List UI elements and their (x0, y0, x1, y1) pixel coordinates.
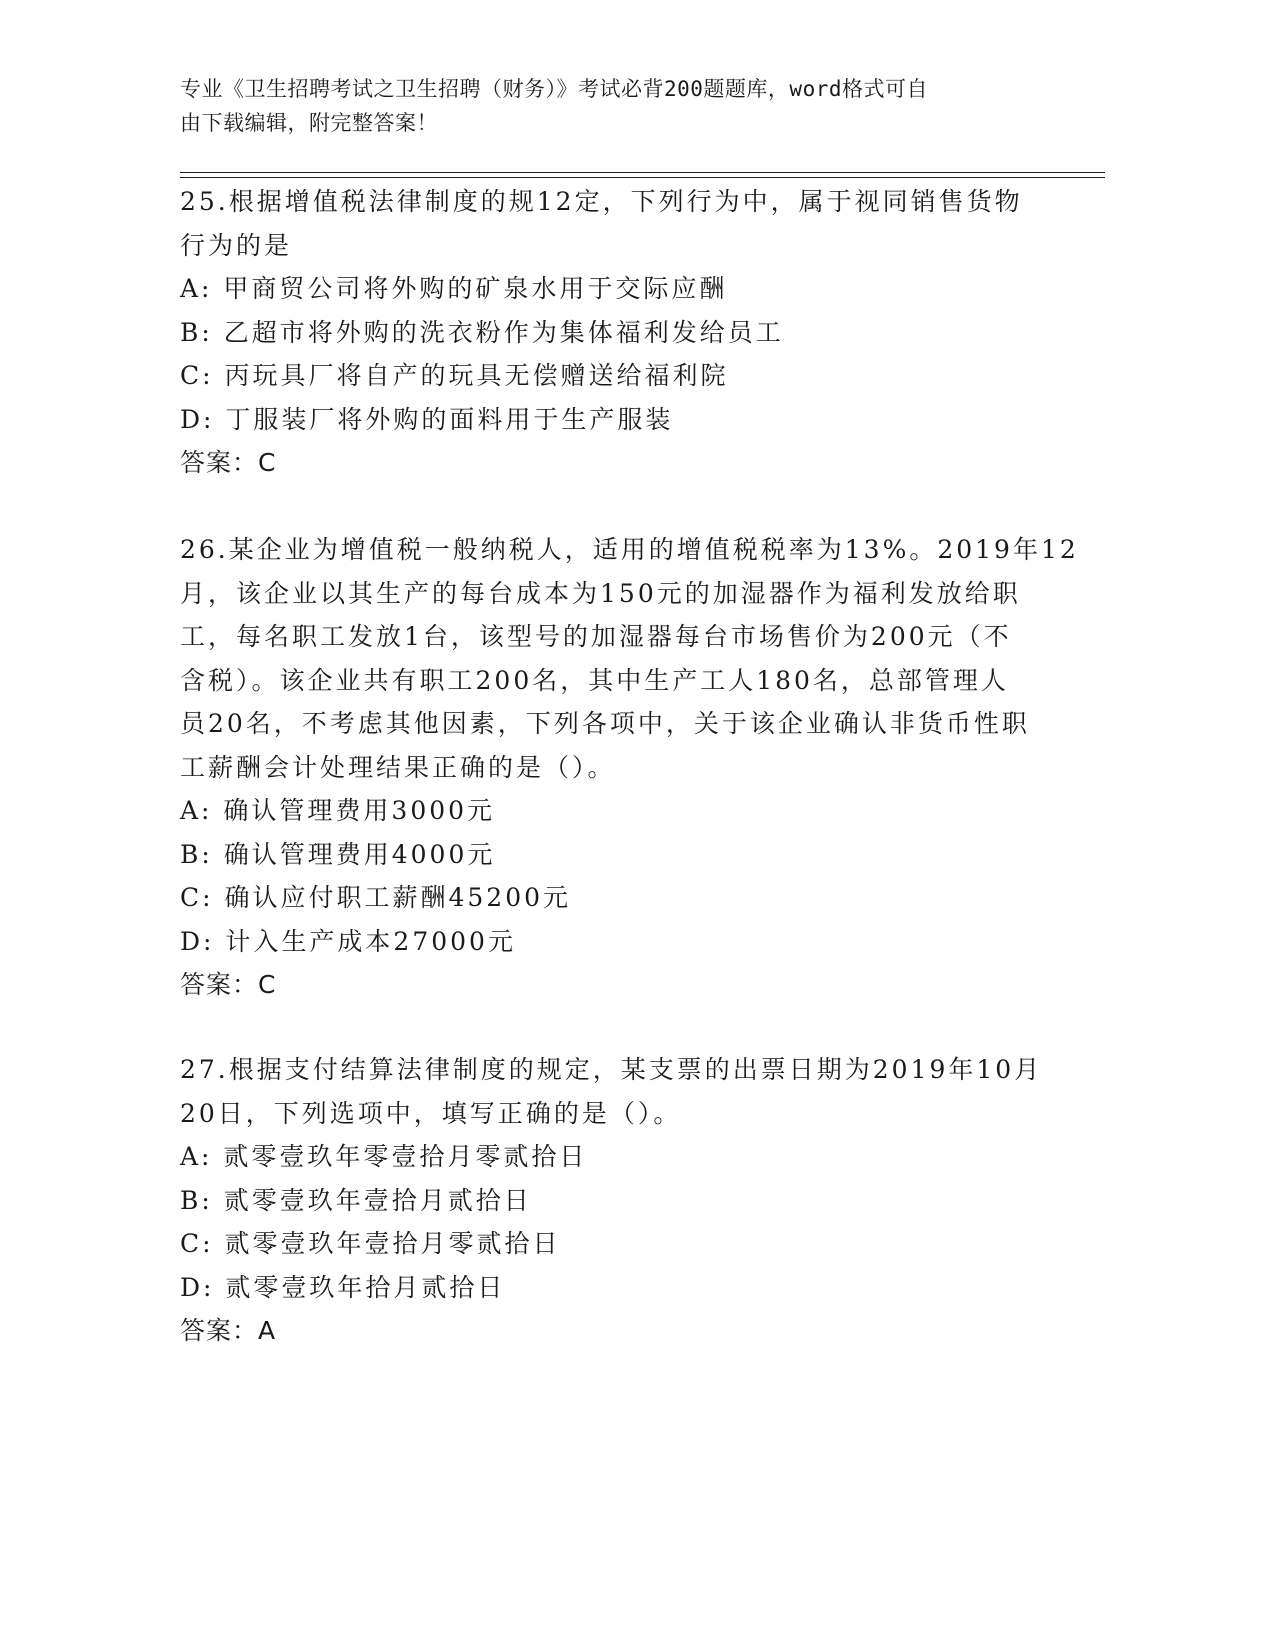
question-stem (180, 180, 1060, 267)
stem-line: 行为的是 (180, 230, 293, 260)
option-d: D: 计入生产成本27000元 (180, 926, 516, 956)
question-stem (180, 1048, 1060, 1135)
stem-line: 25.根据增值税法律制度的规12定，下列行为中，属于视同销售货物 (180, 187, 1023, 216)
header-line-2: 由下载编辑，附完整答案！ (180, 111, 438, 135)
stem-line: 工薪酬会计处理结果正确的是（）。 (180, 752, 616, 782)
option-b: B: 确认管理费用4000元 (180, 839, 496, 869)
option-d: D: 丁服装厂将外购的面料用于生产服装 (180, 404, 674, 434)
stem-line: 月，该企业以其生产的每台成本为150元的加湿器作为福利发放给职 (180, 578, 1021, 608)
header-divider-bottom (180, 177, 1105, 178)
answer-line: 答案：C (180, 970, 277, 999)
option-d: D: 贰零壹玖年拾月贰拾日 (180, 1272, 506, 1302)
question-27 (180, 1048, 1060, 1353)
stem-line: 含税）。该企业共有职工200名，其中生产工人180名，总部管理人 (180, 665, 1009, 695)
option-b: B: 乙超市将外购的洗衣粉作为集体福利发给员工 (180, 317, 784, 347)
stem-line: 27.根据支付结算法律制度的规定，某支票的出票日期为2019年10月 (180, 1055, 1043, 1084)
question-26 (180, 528, 1079, 1007)
option-a: A: 确认管理费用3000元 (180, 796, 496, 825)
stem-line: 20日，下列选项中，填写正确的是（）。 (180, 1098, 682, 1128)
stem-line: 员20名，不考虑其他因素，下列各项中，关于该企业确认非货币性职 (180, 709, 1030, 738)
stem-line: 26.某企业为增值税一般纳税人，适用的增值税税率为13%。2019年12 (180, 535, 1079, 564)
document-header (180, 72, 1060, 140)
header-line-1: 专业《卫生招聘考试之卫生招聘（财务）》考试必背200题题库，word格式可自 (180, 77, 928, 101)
option-a: A: 甲商贸公司将外购的矿泉水用于交际应酬 (180, 274, 728, 303)
option-a: A: 贰零壹玖年零壹拾月零贰拾日 (180, 1142, 588, 1171)
header-divider-top (180, 172, 1105, 173)
answer-line: 答案：A (180, 1316, 277, 1345)
option-c: C: 丙玩具厂将自产的玩具无偿赠送给福利院 (180, 361, 729, 390)
answer-line: 答案：C (180, 448, 277, 477)
question-25 (180, 180, 1060, 485)
question-stem (180, 528, 1079, 789)
option-b: B: 贰零壹玖年壹拾月贰拾日 (180, 1185, 532, 1215)
option-c: C: 贰零壹玖年壹拾月零贰拾日 (180, 1229, 561, 1258)
option-c: C: 确认应付职工薪酬45200元 (180, 883, 572, 912)
stem-line: 工，每名职工发放1台，该型号的加湿器每台市场售价为200元（不 (180, 622, 1012, 651)
